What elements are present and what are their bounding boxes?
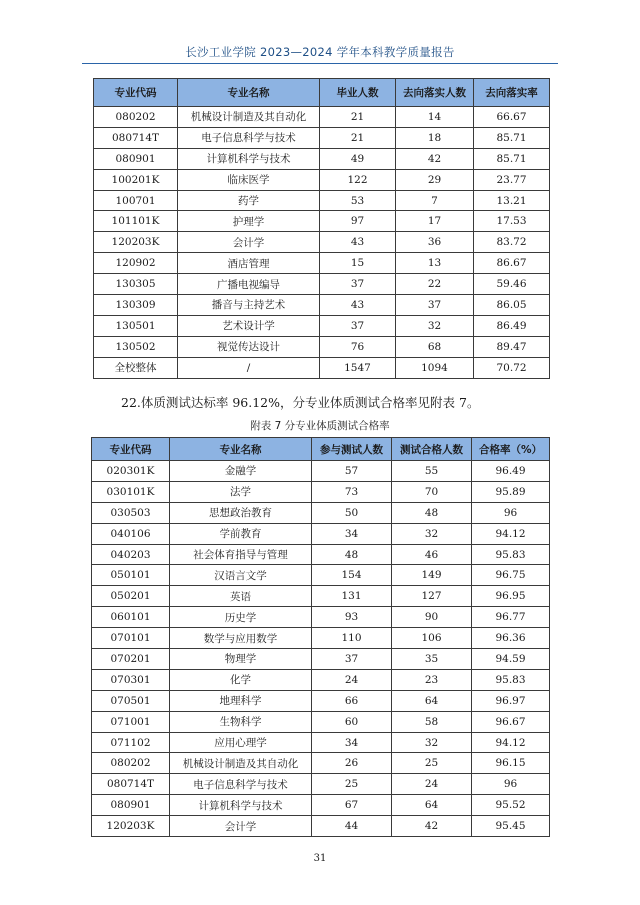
table-row [92, 607, 550, 628]
table-cell: 97 [320, 211, 396, 232]
body-paragraph: 22.体质测试达标率 96.12%，分专业体质测试合格率见附表 7。 [121, 395, 480, 410]
table-cell: 130502 [94, 336, 178, 357]
table-cell: 85.71 [474, 127, 550, 148]
table-cell: 计算机科学与技术 [178, 148, 320, 169]
table-row [94, 169, 550, 190]
table-cell: 080202 [92, 753, 170, 774]
table-cell: 学前教育 [170, 523, 312, 544]
table-cell: 154 [312, 565, 392, 586]
table-caption: 附表 7 分专业体质测试合格率 [250, 420, 390, 432]
table-row [92, 502, 550, 523]
table-cell: 7 [396, 190, 474, 211]
table-cell: 110 [312, 628, 392, 649]
table-cell: 15 [320, 253, 396, 274]
table-cell: 50 [312, 502, 392, 523]
table-cell: 57 [312, 461, 392, 482]
table-cell: 96.75 [472, 565, 550, 586]
table-cell: 76 [320, 336, 396, 357]
table-row [92, 649, 550, 670]
table-cell: 化学 [170, 669, 312, 690]
table-cell: 95.89 [472, 481, 550, 502]
table-cell: 93 [312, 607, 392, 628]
table-row [94, 274, 550, 295]
table-cell: 071102 [92, 732, 170, 753]
table-cell: 149 [392, 565, 472, 586]
table-cell: 080714T [94, 127, 178, 148]
table-row [92, 816, 550, 837]
table-cell: 金融学 [170, 461, 312, 482]
table-cell: 48 [392, 502, 472, 523]
table-cell: 55 [392, 461, 472, 482]
column-header: 参与测试人数 [312, 438, 392, 461]
table-cell: 18 [396, 127, 474, 148]
table-cell: 护理学 [178, 211, 320, 232]
table-cell: 70 [392, 481, 472, 502]
table-cell: 070501 [92, 690, 170, 711]
column-header: 专业名称 [170, 438, 312, 461]
table-cell: 130309 [94, 295, 178, 316]
table-cell: 42 [396, 148, 474, 169]
column-header: 专业名称 [178, 79, 320, 107]
table-cell: 17 [396, 211, 474, 232]
table-cell: 22 [396, 274, 474, 295]
table-cell: 94.12 [472, 732, 550, 753]
table-cell: 96.36 [472, 628, 550, 649]
table-header-row [94, 79, 550, 107]
table-cell: 广播电视编导 [178, 274, 320, 295]
table-cell: 26 [312, 753, 392, 774]
table-cell: 34 [312, 523, 392, 544]
table-cell: 37 [396, 295, 474, 316]
table-cell: 73 [312, 481, 392, 502]
page-number: 31 [313, 853, 327, 864]
table-cell: 120203K [94, 232, 178, 253]
table-cell: 95.52 [472, 795, 550, 816]
table-cell: 酒店管理 [178, 253, 320, 274]
table-cell: 53 [320, 190, 396, 211]
table-cell: 48 [312, 544, 392, 565]
table-row [92, 711, 550, 732]
table-cell: 080202 [94, 107, 178, 128]
table-cell: 66.67 [474, 107, 550, 128]
table-cell: 131 [312, 586, 392, 607]
table-cell: 23 [392, 669, 472, 690]
running-header-title: 长沙工业学院 2023—2024 学年本科教学质量报告 [185, 45, 455, 59]
table-row [94, 295, 550, 316]
table-row [94, 336, 550, 357]
table-row [94, 357, 550, 378]
table-row [92, 461, 550, 482]
table-cell: 43 [320, 232, 396, 253]
table-cell: 25 [312, 774, 392, 795]
table-cell: 1547 [320, 357, 396, 378]
table-cell: 89.47 [474, 336, 550, 357]
table-cell: 32 [392, 732, 472, 753]
table-cell: 44 [312, 816, 392, 837]
table-cell: 播音与主持艺术 [178, 295, 320, 316]
table-cell: 21 [320, 107, 396, 128]
table-row [94, 315, 550, 336]
fitness-pass-rate-table [91, 437, 550, 837]
table-cell: 030503 [92, 502, 170, 523]
table-cell: 96.77 [472, 607, 550, 628]
column-header: 去向落实人数 [396, 79, 474, 107]
table-cell: 106 [392, 628, 472, 649]
table-cell: 32 [396, 315, 474, 336]
table-cell: 120902 [94, 253, 178, 274]
table-row [92, 795, 550, 816]
table-cell: 英语 [170, 586, 312, 607]
table-cell: 13 [396, 253, 474, 274]
table-cell: 临床医学 [178, 169, 320, 190]
table-cell: 汉语言文学 [170, 565, 312, 586]
table-cell: 地理科学 [170, 690, 312, 711]
table-cell: 040203 [92, 544, 170, 565]
table-cell: 050201 [92, 586, 170, 607]
table-row [94, 232, 550, 253]
table-cell: 视觉传达设计 [178, 336, 320, 357]
table-row [94, 253, 550, 274]
table-cell: 37 [312, 649, 392, 670]
table-cell: 思想政治教育 [170, 502, 312, 523]
table-cell: 43 [320, 295, 396, 316]
header-divider [82, 63, 558, 64]
table-row [92, 523, 550, 544]
table-cell: 法学 [170, 481, 312, 502]
table-cell: 49 [320, 148, 396, 169]
table-cell: / [178, 357, 320, 378]
table-cell: 电子信息科学与技术 [178, 127, 320, 148]
table-row [94, 107, 550, 128]
table-cell: 23.77 [474, 169, 550, 190]
table-cell: 85.71 [474, 148, 550, 169]
table-cell: 86.67 [474, 253, 550, 274]
table-row [92, 565, 550, 586]
table-cell: 21 [320, 127, 396, 148]
table-cell: 020301K [92, 461, 170, 482]
table-cell: 94.59 [472, 649, 550, 670]
table-row [92, 586, 550, 607]
table-cell: 25 [392, 753, 472, 774]
table-cell: 94.12 [472, 523, 550, 544]
table-cell: 95.83 [472, 544, 550, 565]
table-cell: 86.49 [474, 315, 550, 336]
table-cell: 24 [312, 669, 392, 690]
table-cell: 86.05 [474, 295, 550, 316]
table-cell: 127 [392, 586, 472, 607]
table-row [92, 628, 550, 649]
table-cell: 64 [392, 795, 472, 816]
table-cell: 37 [320, 274, 396, 295]
table-cell: 机械设计制造及其自动化 [170, 753, 312, 774]
table-cell: 080714T [92, 774, 170, 795]
table-cell: 90 [392, 607, 472, 628]
table-cell: 14 [396, 107, 474, 128]
table-cell: 29 [396, 169, 474, 190]
table-cell: 67 [312, 795, 392, 816]
table-cell: 会计学 [170, 816, 312, 837]
table-cell: 艺术设计学 [178, 315, 320, 336]
column-header: 毕业人数 [320, 79, 396, 107]
table-cell: 95.45 [472, 816, 550, 837]
table-row [92, 732, 550, 753]
table-cell: 96.67 [472, 711, 550, 732]
table-cell: 100201K [94, 169, 178, 190]
table-row [92, 481, 550, 502]
table-cell: 080901 [92, 795, 170, 816]
table-cell: 120203K [92, 816, 170, 837]
table-cell: 会计学 [178, 232, 320, 253]
table-cell: 17.53 [474, 211, 550, 232]
table-cell: 070301 [92, 669, 170, 690]
table-cell: 60 [312, 711, 392, 732]
table-cell: 122 [320, 169, 396, 190]
table-row [92, 690, 550, 711]
table-cell: 物理学 [170, 649, 312, 670]
table-cell: 数学与应用数学 [170, 628, 312, 649]
column-header: 测试合格人数 [392, 438, 472, 461]
table-cell: 全校整体 [94, 357, 178, 378]
table-cell: 060101 [92, 607, 170, 628]
table-cell: 130305 [94, 274, 178, 295]
table-cell: 社会体育指导与管理 [170, 544, 312, 565]
table-cell: 计算机科学与技术 [170, 795, 312, 816]
column-header: 专业代码 [94, 79, 178, 107]
table-cell: 68 [396, 336, 474, 357]
table-cell: 37 [320, 315, 396, 336]
table-cell: 34 [312, 732, 392, 753]
table-cell: 95.83 [472, 669, 550, 690]
table-row [92, 774, 550, 795]
table-row [94, 127, 550, 148]
table-cell: 历史学 [170, 607, 312, 628]
table-row [92, 544, 550, 565]
table-cell: 030101K [92, 481, 170, 502]
table-cell: 130501 [94, 315, 178, 336]
table-cell: 070101 [92, 628, 170, 649]
table-header-row [92, 438, 550, 461]
table-cell: 46 [392, 544, 472, 565]
table-cell: 59.46 [474, 274, 550, 295]
table-cell: 100701 [94, 190, 178, 211]
table-cell: 电子信息科学与技术 [170, 774, 312, 795]
column-header: 合格率（%） [472, 438, 550, 461]
table-cell: 050101 [92, 565, 170, 586]
table-cell: 96.49 [472, 461, 550, 482]
table-cell: 66 [312, 690, 392, 711]
table-cell: 070201 [92, 649, 170, 670]
table-cell: 24 [392, 774, 472, 795]
table-cell: 药学 [178, 190, 320, 211]
table-cell: 96.15 [472, 753, 550, 774]
table-cell: 96 [472, 502, 550, 523]
table-cell: 58 [392, 711, 472, 732]
table-cell: 101101K [94, 211, 178, 232]
table-row [94, 211, 550, 232]
table-body [94, 107, 550, 379]
table-cell: 35 [392, 649, 472, 670]
table-row [92, 669, 550, 690]
table-cell: 96.95 [472, 586, 550, 607]
table-body [92, 461, 550, 837]
table-cell: 应用心理学 [170, 732, 312, 753]
employment-rate-table [93, 78, 550, 379]
table-cell: 1094 [396, 357, 474, 378]
table-cell: 96.97 [472, 690, 550, 711]
table-cell: 42 [392, 816, 472, 837]
table-cell: 36 [396, 232, 474, 253]
table-cell: 071001 [92, 711, 170, 732]
table-cell: 83.72 [474, 232, 550, 253]
column-header: 专业代码 [92, 438, 170, 461]
table-cell: 生物科学 [170, 711, 312, 732]
table-cell: 32 [392, 523, 472, 544]
table-cell: 机械设计制造及其自动化 [178, 107, 320, 128]
table-cell: 13.21 [474, 190, 550, 211]
table-cell: 96 [472, 774, 550, 795]
table-row [94, 190, 550, 211]
table-row [92, 753, 550, 774]
table-row [94, 148, 550, 169]
table-cell: 64 [392, 690, 472, 711]
table-cell: 040106 [92, 523, 170, 544]
column-header: 去向落实率 [474, 79, 550, 107]
table-cell: 70.72 [474, 357, 550, 378]
table-cell: 080901 [94, 148, 178, 169]
